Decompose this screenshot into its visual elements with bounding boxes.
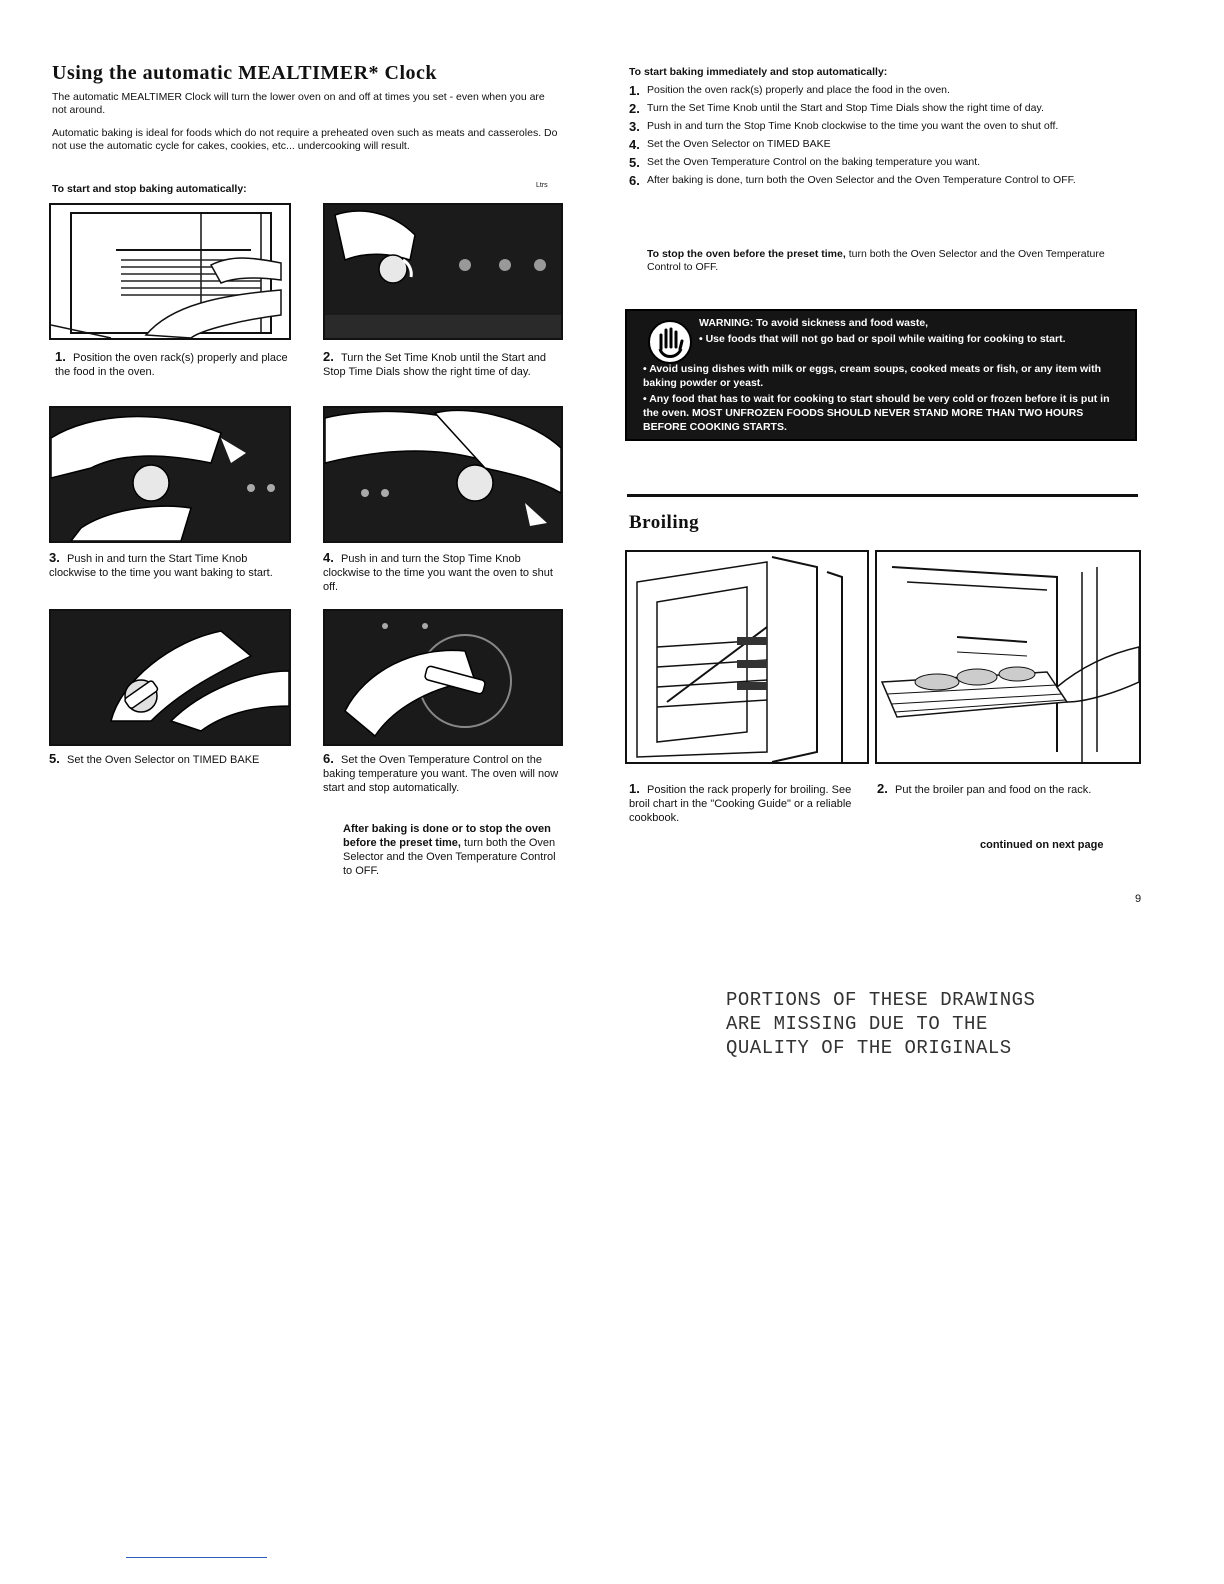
section-divider	[627, 494, 1138, 497]
step-1-number: 1.	[55, 349, 66, 364]
broil-step-2-caption	[877, 782, 1107, 797]
intro-paragraph-2: Automatic baking is ideal for foods which do not require a preheated oven such as meats and casseroles. Do not use the automatic cycle for cakes, cookies, etc... undercooking will result.	[52, 127, 558, 152]
immediate-step-4: 4. Set the Oven Selector on TIMED BAKE	[629, 137, 831, 152]
oven-rack-illustration	[51, 205, 289, 338]
missing-drawings-notice	[726, 988, 1035, 1060]
step-6-caption	[323, 752, 563, 795]
step-3-caption	[49, 551, 289, 580]
page-number: 9	[1135, 893, 1142, 905]
broil-step-1-caption	[629, 782, 859, 825]
start-time-knob-illustration	[51, 408, 289, 541]
margin-mark: Ltrs	[536, 182, 548, 189]
broiler-pan-illustration	[877, 552, 1139, 762]
broil-step-2-text: Put the broiler pan and food on the rack.	[895, 784, 1092, 796]
figure-rack-placement	[49, 203, 291, 340]
step-2-text: Turn the Set Time Knob until the Start and Stop Time Dials show the right time of day.	[323, 352, 547, 378]
immediate-step-6: 6. After baking is done, turn both the Oven Selector and the Oven Temperature Control to OFF.	[629, 173, 1076, 188]
step-6-text: Set the Oven Temperature Control on the baking temperature you want. The oven will now start and stop automatically.	[323, 754, 559, 794]
broil-step-2-number: 2.	[877, 781, 888, 796]
immediate-step-3: 3. Push in and turn the Stop Time Knob clockwise to the time you want the oven to shut off.	[629, 119, 1059, 134]
step-2-caption	[323, 350, 563, 379]
step-1-text: Position the oven rack(s) properly and place the food in the oven.	[55, 352, 288, 378]
step-6-stop-note	[343, 822, 563, 878]
immediate-step-2: 2. Turn the Set Time Knob until the Start and Stop Time Dials show the right time of day.	[629, 101, 1044, 116]
figure-temperature-control	[323, 609, 563, 746]
step-4-number: 4.	[323, 550, 334, 565]
step-6-number: 6.	[323, 751, 334, 766]
immediate-stop-rest: turn both the Oven Selector and the Oven Temperature Control to OFF.	[647, 248, 1105, 273]
step-5-number: 5.	[49, 751, 60, 766]
figure-broiler-pan	[875, 550, 1141, 764]
step-4-text: Push in and turn the Stop Time Knob clockwise to the time you want the oven to shut off.	[323, 553, 553, 593]
immediate-subhead: To start baking immediately and stop automatically:	[629, 66, 888, 78]
immediate-stop-bold: To stop the oven before the preset time,	[647, 248, 846, 260]
step-2-number: 2.	[323, 349, 334, 364]
warning-line-3: • Any food that has to wait for cooking to start should be very cold or frozen before it is put in the oven. MOST UNFROZEN FOODS SHOULD NEVER STAND MORE THAN TWO HOURS BEFORE COOKING STARTS.	[643, 393, 1110, 433]
set-time-knob-illustration	[325, 205, 561, 338]
broil-step-1-number: 1.	[629, 781, 640, 796]
warning-line-2: • Avoid using dishes with milk or eggs, cream soups, cooked meats or fish, or any item with baking powder or yeast.	[643, 363, 1102, 389]
stop-hand-icon	[647, 319, 693, 365]
figure-set-time-knob	[323, 203, 563, 340]
figure-oven-selector	[49, 609, 291, 746]
immediate-stop-note	[647, 248, 1139, 274]
step-3-number: 3.	[49, 550, 60, 565]
broiling-title: Broiling	[629, 512, 700, 533]
figure-stop-time-knob	[323, 406, 563, 543]
stop-time-knob-illustration	[325, 408, 561, 541]
section-title: Using the automatic MEALTIMER* Clock	[52, 62, 438, 84]
oven-selector-illustration	[51, 611, 289, 744]
notice-line-3: QUALITY OF THE ORIGINALS	[726, 1037, 1012, 1059]
step-1-caption	[55, 350, 290, 379]
auto-subhead: To start and stop baking automatically:	[52, 183, 247, 195]
warning-heading: WARNING: To avoid sickness and food waste,	[699, 317, 929, 329]
notice-line-2: ARE MISSING DUE TO THE	[726, 1013, 988, 1035]
notice-line-1: PORTIONS OF THESE DRAWINGS	[726, 989, 1036, 1011]
warning-box	[625, 309, 1137, 441]
intro-paragraph-1: The automatic MEALTIMER Clock will turn the lower oven on and off at times you set - even when you are not around.	[52, 91, 545, 116]
broil-step-1-text: Position the rack properly for broiling. See broil chart in the "Cooking Guide" or a reliable cookbook.	[629, 784, 852, 824]
figure-start-time-knob	[49, 406, 291, 543]
immediate-step-5: 5. Set the Oven Temperature Control on the baking temperature you want.	[629, 155, 981, 170]
step-5-caption	[49, 752, 289, 767]
step-6-stop-bold: After baking is done or to stop the oven before the preset time,	[343, 823, 551, 849]
temperature-control-illustration	[325, 611, 561, 744]
continued-note: continued on next page	[980, 839, 1104, 851]
broil-rack-illustration	[627, 552, 867, 762]
footer-link-line	[126, 1557, 267, 1558]
figure-broil-rack	[625, 550, 869, 764]
step-3-text: Push in and turn the Start Time Knob clockwise to the time you want baking to start.	[49, 553, 273, 579]
warning-line-1: • Use foods that will not go bad or spoil while waiting for cooking to start.	[699, 333, 1066, 345]
immediate-step-1: 1. Position the oven rack(s) properly and place the food in the oven.	[629, 83, 950, 98]
step-6-stop-rest: turn both the Oven Selector and the Oven Temperature Control to OFF.	[343, 837, 556, 877]
step-5-text: Set the Oven Selector on TIMED BAKE	[67, 754, 260, 766]
immediate-steps-list	[629, 84, 1139, 192]
step-4-caption	[323, 551, 563, 594]
